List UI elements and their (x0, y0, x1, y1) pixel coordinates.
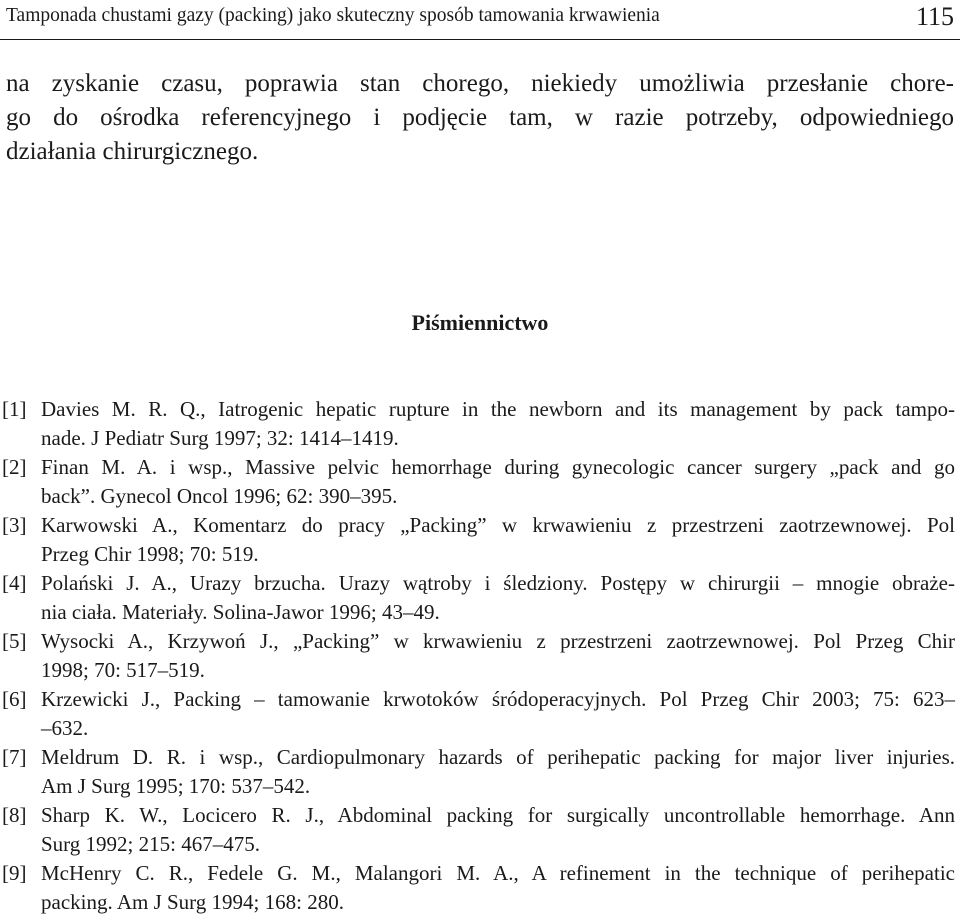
reference-text-line: Wysocki A., Krzywoń J., „Packing” w krwawieniu z przestrzeni zaotrzewnowej. Pol Przeg Chir (41, 629, 955, 653)
header-rule (0, 39, 960, 40)
reference-number: [5] (2, 629, 27, 653)
reference-number: [4] (2, 571, 27, 595)
reference-text-line: McHenry C. R., Fedele G. M., Malangori M. A., A refinement in the technique of perihepatic (41, 861, 955, 885)
reference-item (0, 395, 960, 453)
reference-number: [3] (2, 513, 27, 537)
reference-text-line: Przeg Chir 1998; 70: 519. (41, 542, 259, 566)
reference-text-line: Am J Surg 1995; 170: 537–542. (41, 774, 311, 798)
reference-number: [9] (2, 861, 27, 885)
reference-list (0, 395, 960, 917)
body-line: go do ośrodka referencyjnego i podjęcie tam, w razie potrzeby, odpowiedniego (6, 104, 954, 131)
reference-text-line: Krzewicki J., Packing – tamowanie krwotoków śródoperacyjnych. Pol Przeg Chir 2003; 75: 623– (41, 687, 955, 711)
reference-text-line: Polański J. A., Urazy brzucha. Urazy wątroby i śledziony. Postępy w chirurgii – mnogie obraże- (41, 571, 955, 595)
reference-text-line: back”. Gynecol Oncol 1996; 62: 390–395. (41, 484, 398, 508)
body-line: na zyskanie czasu, poprawia stan chorego, niekiedy umożliwia przesłanie chore- (6, 70, 954, 97)
reference-number: [8] (2, 803, 27, 827)
reference-item (0, 569, 960, 627)
reference-number: [6] (2, 687, 27, 711)
running-title: Tamponada chustami gazy (packing) jako skuteczny sposób tamowania krwawienia (6, 5, 660, 26)
reference-text-line: nade. J Pediatr Surg 1997; 32: 1414–1419. (41, 426, 399, 450)
reference-text-line: Surg 1992; 215: 467–475. (41, 832, 260, 856)
reference-text-line: packing. Am J Surg 1994; 168: 280. (41, 890, 344, 914)
reference-text-line: Finan M. A. i wsp., Massive pelvic hemorrhage during gynecologic cancer surgery „pack and go (41, 455, 955, 479)
reference-text-line: nia ciała. Materiały. Solina-Jawor 1996; 43–49. (41, 600, 440, 624)
body-paragraph (6, 67, 954, 169)
reference-item (0, 743, 960, 801)
reference-text-line: Sharp K. W., Locicero R. J., Abdominal packing for surgically uncontrollable hemorrhage. Ann (41, 803, 955, 827)
section-heading: Piśmiennictwo (411, 310, 549, 335)
reference-item (0, 453, 960, 511)
reference-item (0, 859, 960, 917)
reference-text-line: 1998; 70: 517–519. (41, 658, 205, 682)
running-head (6, 2, 954, 32)
reference-number: [1] (2, 397, 27, 421)
page-number: 115 (915, 2, 954, 31)
reference-item (0, 685, 960, 743)
reference-number: [2] (2, 455, 27, 479)
reference-text-line: Meldrum D. R. i wsp., Cardiopulmonary hazards of perihepatic packing for major liver injuries. (41, 745, 955, 769)
body-line: działania chirurgicznego. (6, 138, 259, 165)
reference-text-line: Karwowski A., Komentarz do pracy „Packing” w krwawieniu z przestrzeni zaotrzewnowej. Pol (41, 513, 955, 537)
reference-item (0, 627, 960, 685)
reference-number: [7] (2, 745, 27, 769)
reference-text-line: –632. (41, 716, 89, 740)
reference-text-line: Davies M. R. Q., Iatrogenic hepatic rupture in the newborn and its management by pack tampo- (41, 397, 955, 421)
reference-item (0, 511, 960, 569)
reference-item (0, 801, 960, 859)
